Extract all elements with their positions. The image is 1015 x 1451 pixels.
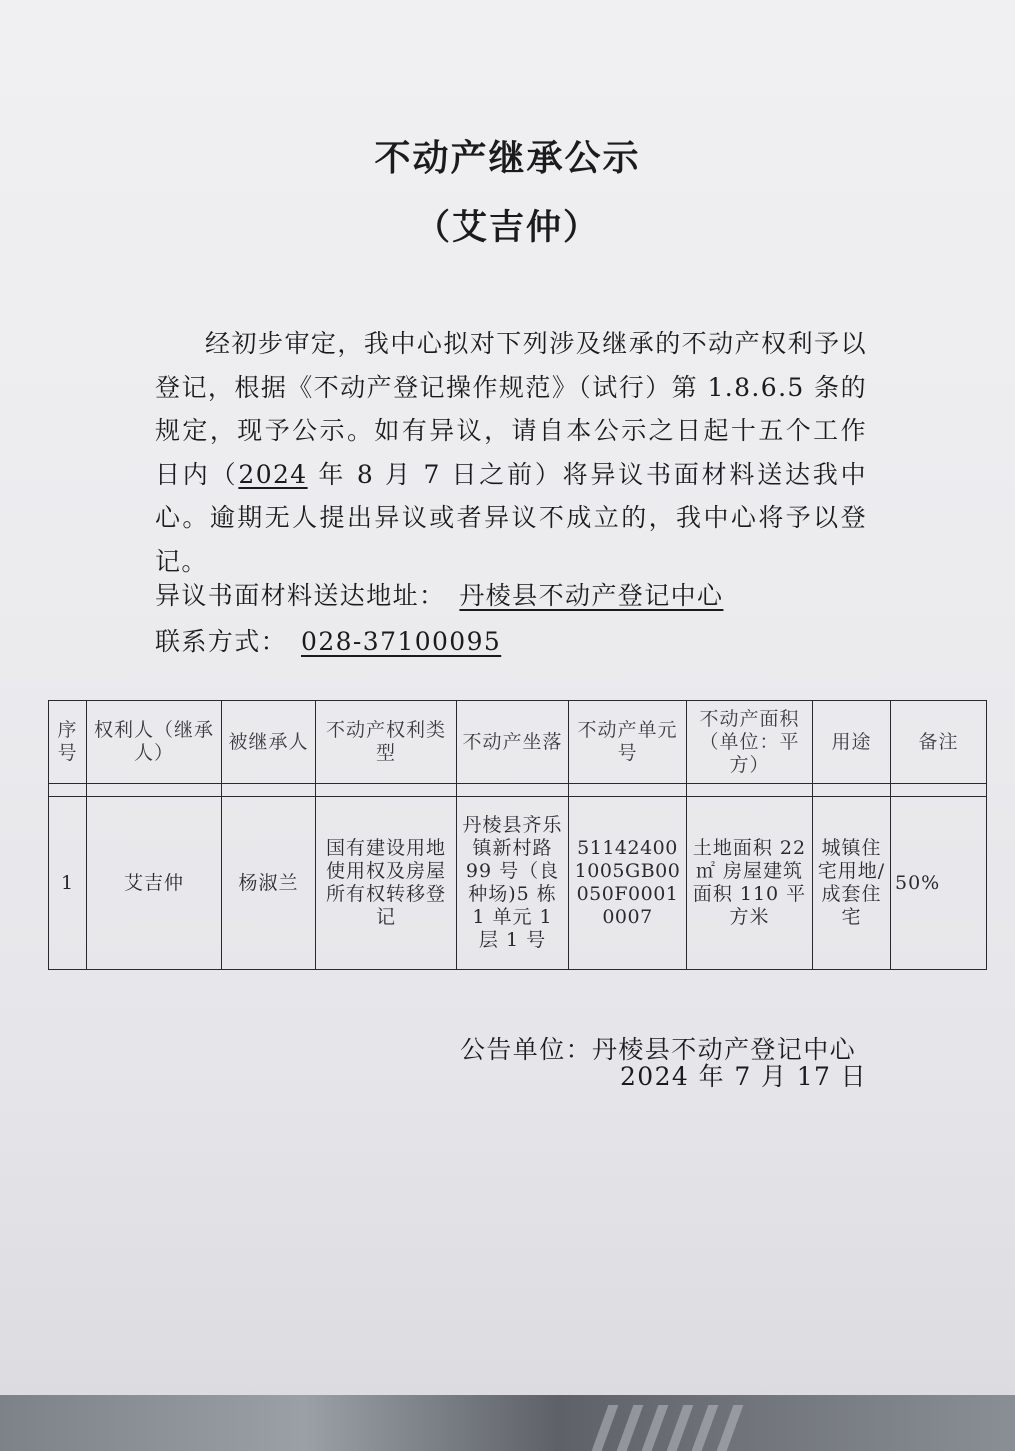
cell-unit-no: 511424001005GB00050F00010007: [569, 797, 687, 970]
header-cell: 用途: [813, 701, 891, 784]
header-cell: 权利人（继承人）: [87, 701, 222, 784]
table-gap-row: [49, 784, 987, 797]
header-cell: 被继承人: [222, 701, 316, 784]
notice-title: 不动产继承公示: [374, 137, 641, 179]
cell-index: 1: [49, 797, 87, 970]
notice-body: [155, 322, 867, 583]
property-table: [48, 700, 987, 970]
header-cell: 不动产坐落: [457, 701, 569, 784]
cell-note: 50%: [891, 797, 987, 970]
body-part-2: 年 8 月 7 日之前）将异议书面材料送达我中心。逾期无人提出异议或者异议不成立的，我中心将予以登记。: [155, 459, 868, 576]
issuing-unit: 公告单位：丹棱县不动产登记中心: [460, 1035, 857, 1064]
header-cell: 序号: [49, 701, 87, 784]
body-part-1: 经初步审定，我中心拟对下列涉及继承的不动产权利予以登记，根据《不动产登记操作规范》（试行）第 1.8.6.5 条的规定，现予公示。如有异议，请自本公示之日起十五个工作日内（: [155, 329, 867, 489]
contact-value: 028-37100095: [301, 627, 502, 656]
cell-decedent: 杨淑兰: [222, 797, 316, 970]
issue-date: 2024 年 7 月 17 日: [620, 1062, 868, 1091]
header-cell: 不动产面积（单位：平方）: [687, 701, 813, 784]
desk-background: [0, 1395, 1015, 1451]
header-cell: 不动产单元号: [569, 701, 687, 784]
header-cell: 备注: [891, 701, 987, 784]
address-value: 丹棱县不动产登记中心: [459, 581, 724, 610]
address-line: [155, 576, 723, 612]
cell-holder: 艾吉仲: [87, 797, 222, 970]
cell-location: 丹棱县齐乐镇新村路 99 号（良种场)5 栋 1 单元 1 层 1 号: [457, 797, 569, 970]
address-label: 异议书面材料送达地址：: [155, 581, 446, 610]
notice-subtitle: （艾吉仲）: [414, 207, 600, 248]
deadline-year: 2024: [238, 459, 308, 489]
header-cell: 不动产权利类型: [316, 701, 457, 784]
table-row: [49, 797, 987, 970]
contact-line: [155, 622, 501, 658]
cell-right-type: 国有建设用地使用权及房屋所有权转移登记: [316, 797, 457, 970]
cell-usage: 城镇住宅用地/成套住宅: [813, 797, 891, 970]
cell-area: 土地面积 22 ㎡ 房屋建筑面积 110 平方米: [687, 797, 813, 970]
table-header-row: [49, 701, 987, 784]
contact-label: 联系方式：: [155, 627, 288, 656]
